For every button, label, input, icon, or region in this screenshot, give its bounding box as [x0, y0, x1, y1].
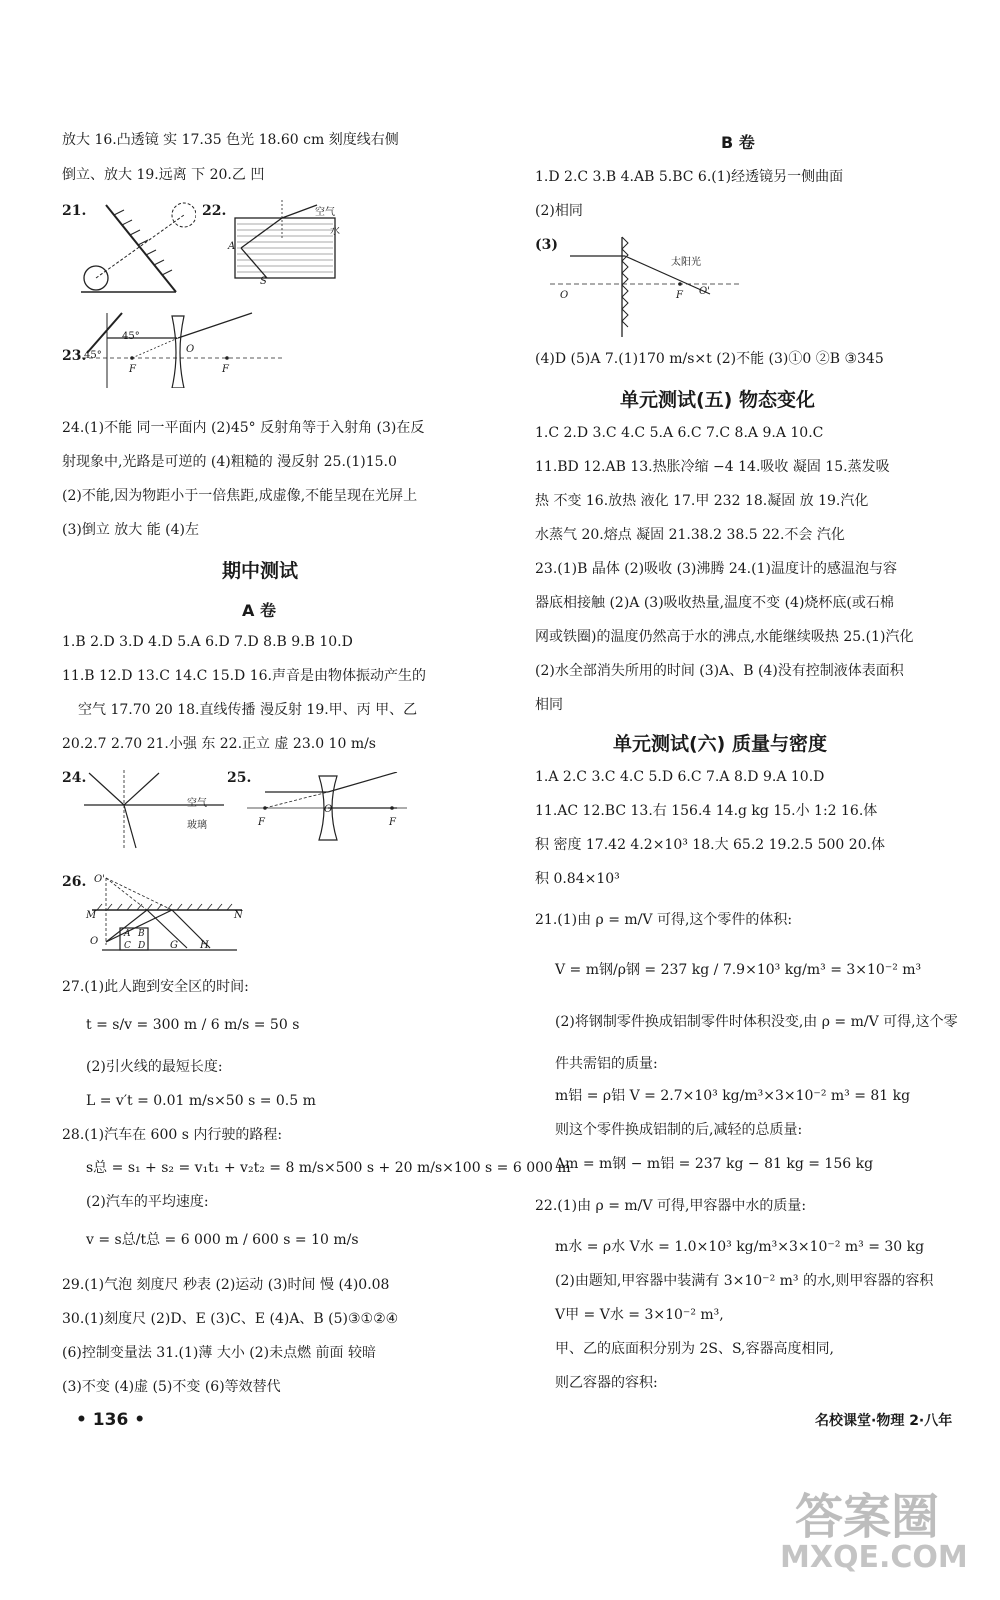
fig22-point-a: A — [228, 241, 236, 252]
q28-part1-heading: 28.(1)汽车在 600 s 内行驶的路程: — [62, 1127, 283, 1143]
fig26-b: B — [138, 929, 145, 939]
b-answers-1-6: 1.D 2.C 3.B 4.AB 5.BC 6.(1)经透镜另一侧曲面 — [535, 169, 844, 185]
q22-part2-heading: (2)由题知,甲容器中装满有 3×10⁻² m³ 的水,则甲容器的容积 — [555, 1273, 934, 1289]
b-answers-4-7: (4)D (5)A 7.(1)170 m/s×t (2)不能 (3)①0 ②B ③345 — [535, 351, 884, 367]
watermark-url: MXQE.COM — [780, 1540, 968, 1575]
heading-paper-a: A 卷 — [242, 601, 276, 620]
answer-line-24a: 24.(1)不能 同一平面内 (2)45° 反射角等于入射角 (3)在反 — [62, 420, 425, 436]
mid-a-answers-1-10: 1.B 2.D 3.D 4.D 5.A 6.D 7.D 8.B 9.B 10.D — [62, 634, 353, 650]
fig26-d: D — [138, 941, 146, 951]
q31-answers-a: (6)控制变量法 31.(1)薄 大小 (2)未点燃 前面 较暗 — [62, 1345, 377, 1361]
fig25-o: O — [324, 804, 333, 815]
fig25-label: 25. — [227, 770, 252, 786]
u5-answers-23-24: 23.(1)B 晶体 (2)吸收 (3)沸腾 24.(1)温度计的感温泡与容 — [535, 561, 897, 577]
u5-answers-19-22: 水蒸气 20.熔点 凝固 21.38.2 38.5 22.不会 汽化 — [535, 527, 845, 543]
heading-paper-b: B 卷 — [721, 133, 755, 152]
q27-part2-heading: (2)引火线的最短长度: — [86, 1059, 223, 1075]
heading-midterm-test: 期中测试 — [222, 560, 299, 582]
q21-part2-heading: (2)将钢制零件换成铝制零件时体积没变,由 ρ = m/V 可得,这个零 — [555, 1014, 958, 1030]
q27-time-formula: t = s/v = 300 m / 6 m/s = 50 s — [86, 1017, 300, 1033]
fig22-label: 22. — [202, 203, 227, 219]
q22-volume-formula: V甲 = V水 = 3×10⁻² m³, — [555, 1307, 724, 1323]
answer-line-25b: (3)倒立 放大 能 (4)左 — [62, 522, 200, 538]
fig-b3-o-prime: O' — [699, 286, 710, 297]
fig23-angle2: 45° — [84, 350, 102, 361]
fig-b3-fresnel-lens-diagram — [550, 232, 740, 342]
fig25-f-right: F — [389, 817, 396, 828]
q22-part1-heading: 22.(1)由 ρ = m/V 可得,甲容器中水的质量: — [535, 1198, 807, 1214]
answer-line-19-20: 倒立、放大 19.远离 下 20.乙 凹 — [62, 167, 265, 183]
answer-line-25a: (2)不能,因为物距小于一倍焦距,成虚像,不能呈现在光屏上 — [62, 488, 418, 504]
u5-answers-25c: 相同 — [535, 697, 563, 713]
u5-answers-25b: (2)水全部消失所用的时间 (3)A、B (4)没有控制液体表面积 — [535, 663, 904, 679]
fig22-air-label: 空气 — [315, 207, 335, 218]
page-number: • 136 • — [76, 1410, 146, 1430]
fig26-m: M — [86, 910, 97, 921]
heading-unit-test-5: 单元测试(五) 物态变化 — [620, 389, 815, 411]
q22-base-area-statement: 甲、乙的底面积分别为 2S、S,容器高度相同, — [555, 1341, 834, 1357]
fig-b3-label: (3) — [535, 237, 558, 253]
fig-b3-o: O — [560, 290, 569, 301]
fig24-glass-label: 玻璃 — [187, 820, 207, 831]
watermark-logo: 答案圈 — [795, 1489, 940, 1545]
q22-container-b-volume-heading: 则乙容器的容积: — [555, 1375, 658, 1391]
fig23-f-right: F — [222, 364, 229, 375]
answer-line-15-18: 放大 16.凸透镜 实 17.35 色光 18.60 cm 刻度线右侧 — [62, 132, 399, 148]
u5-answers-24b: 器底相接触 (2)A (3)吸收热量,温度不变 (4)烧杯底(或石棉 — [535, 595, 894, 611]
q21-mass-reduction-formula: Δm = m钢 − m铝 = 237 kg − 81 kg = 156 kg — [555, 1156, 874, 1172]
q28-part2-heading: (2)汽车的平均速度: — [86, 1194, 209, 1210]
q27-part1-heading: 27.(1)此人跑到安全区的时间: — [62, 979, 249, 995]
q28-speed-formula: v = s总/t总 = 6 000 m / 600 s = 10 m/s — [86, 1232, 359, 1248]
u5-answers-11-15: 11.BD 12.AB 13.热胀冷缩 −4 14.吸收 凝固 15.蒸发吸 — [535, 459, 890, 475]
fig23-angle1: 45° — [122, 331, 140, 342]
fig26-o: O — [90, 936, 99, 947]
u6-answers-20b: 积 0.84×10³ — [535, 871, 620, 887]
q21-part1-heading: 21.(1)由 ρ = m/V 可得,这个零件的体积: — [535, 912, 793, 928]
fig26-h: H — [200, 940, 209, 951]
heading-unit-test-6: 单元测试(六) 质量与密度 — [613, 733, 827, 755]
q21-aluminum-mass-formula: m铝 = ρ铝 V = 2.7×10³ kg/m³×3×10⁻² m³ = 81 kg — [555, 1088, 911, 1104]
u6-answers-16-20: 积 密度 17.42 4.2×10³ 18.大 65.2 19.2.5 500 20.体 — [535, 837, 886, 853]
fig21-mirror-diagram — [76, 200, 196, 300]
fig-b3-sunlight-label: 太阳光 — [671, 257, 701, 268]
q22-water-mass-formula: m水 = ρ水 V水 = 1.0×10³ kg/m³×3×10⁻² m³ = 30 kg — [555, 1239, 925, 1255]
mid-a-answers-16-19: 空气 17.70 20 18.直线传播 漫反射 19.甲、丙 甲、乙 — [78, 702, 418, 718]
mid-a-answers-20-23: 20.2.7 2.70 21.小强 东 22.正立 虚 23.0 10 m/s — [62, 736, 376, 752]
answer-line-24b: 射现象中,光路是可逆的 (4)粗糙的 漫反射 25.(1)15.0 — [62, 454, 397, 470]
fig26-c: C — [124, 941, 131, 951]
fig23-o: O — [186, 344, 195, 355]
q28-distance-formula: s总 = s₁ + s₂ = v₁t₁ + v₂t₂ = 8 m/s×500 s + 20 m/s×100 s = 6 000 m — [86, 1160, 571, 1176]
fig21-label: 21. — [62, 203, 87, 219]
fig23-lens-mirror-diagram — [82, 308, 282, 388]
u5-answers-24c-25: 网或铁圈)的温度仍然高于水的沸点,水能继续吸热 25.(1)汽化 — [535, 629, 914, 645]
mid-a-answers-11-16: 11.B 12.D 13.C 14.C 15.D 16.声音是由物体振动产生的 — [62, 668, 426, 684]
fig-b3-f: F — [676, 290, 683, 301]
q21-volume-formula: V = m钢/ρ钢 = 237 kg / 7.9×10³ kg/m³ = 3×10⁻² m³ — [555, 962, 922, 978]
q21-part2-cont: 件共需铝的质量: — [555, 1056, 658, 1072]
fig26-n: N — [234, 910, 243, 921]
fig26-o-prime: O' — [94, 874, 105, 885]
u5-answers-15-19: 热 不变 16.放热 液化 17.甲 232 18.凝固 放 19.汽化 — [535, 493, 869, 509]
q30-answers: 30.(1)刻度尺 (2)D、E (3)C、E (4)A、B (5)③①②④ — [62, 1311, 399, 1327]
u6-answers-1-10: 1.A 2.C 3.C 4.C 5.D 6.C 7.A 8.D 9.A 10.D — [535, 769, 825, 785]
fig23-label: 23. — [62, 348, 87, 364]
q21-mass-reduction-heading: 则这个零件换成铝制的后,减轻的总质量: — [555, 1122, 803, 1138]
fig22-point-s: S — [260, 276, 267, 287]
fig26-a: A — [124, 929, 131, 939]
q31-answers-b: (3)不变 (4)虚 (5)不变 (6)等效替代 — [62, 1379, 281, 1395]
q29-answers: 29.(1)气泡 刻度尺 秒表 (2)运动 (3)时间 慢 (4)0.08 — [62, 1277, 390, 1293]
u6-answers-11-16: 11.AC 12.BC 13.右 156.4 14.g kg 15.小 1:2 16.体 — [535, 803, 878, 819]
b-answers-6-2: (2)相同 — [535, 203, 583, 219]
fig26-label: 26. — [62, 874, 87, 890]
fig22-water-label: 水 — [330, 226, 340, 237]
u5-answers-1-10: 1.C 2.D 3.C 4.C 5.A 6.C 7.C 8.A 9.A 10.C — [535, 425, 824, 441]
book-footer-title: 名校课堂·物理 2·八年 — [815, 1413, 953, 1429]
fig24-label: 24. — [62, 770, 87, 786]
fig24-air-label: 空气 — [187, 798, 207, 809]
fig26-g: G — [170, 940, 178, 951]
fig25-f-left: F — [258, 817, 265, 828]
q27-length-formula: L = v′t = 0.01 m/s×50 s = 0.5 m — [86, 1093, 316, 1109]
fig23-f-left: F — [129, 364, 136, 375]
